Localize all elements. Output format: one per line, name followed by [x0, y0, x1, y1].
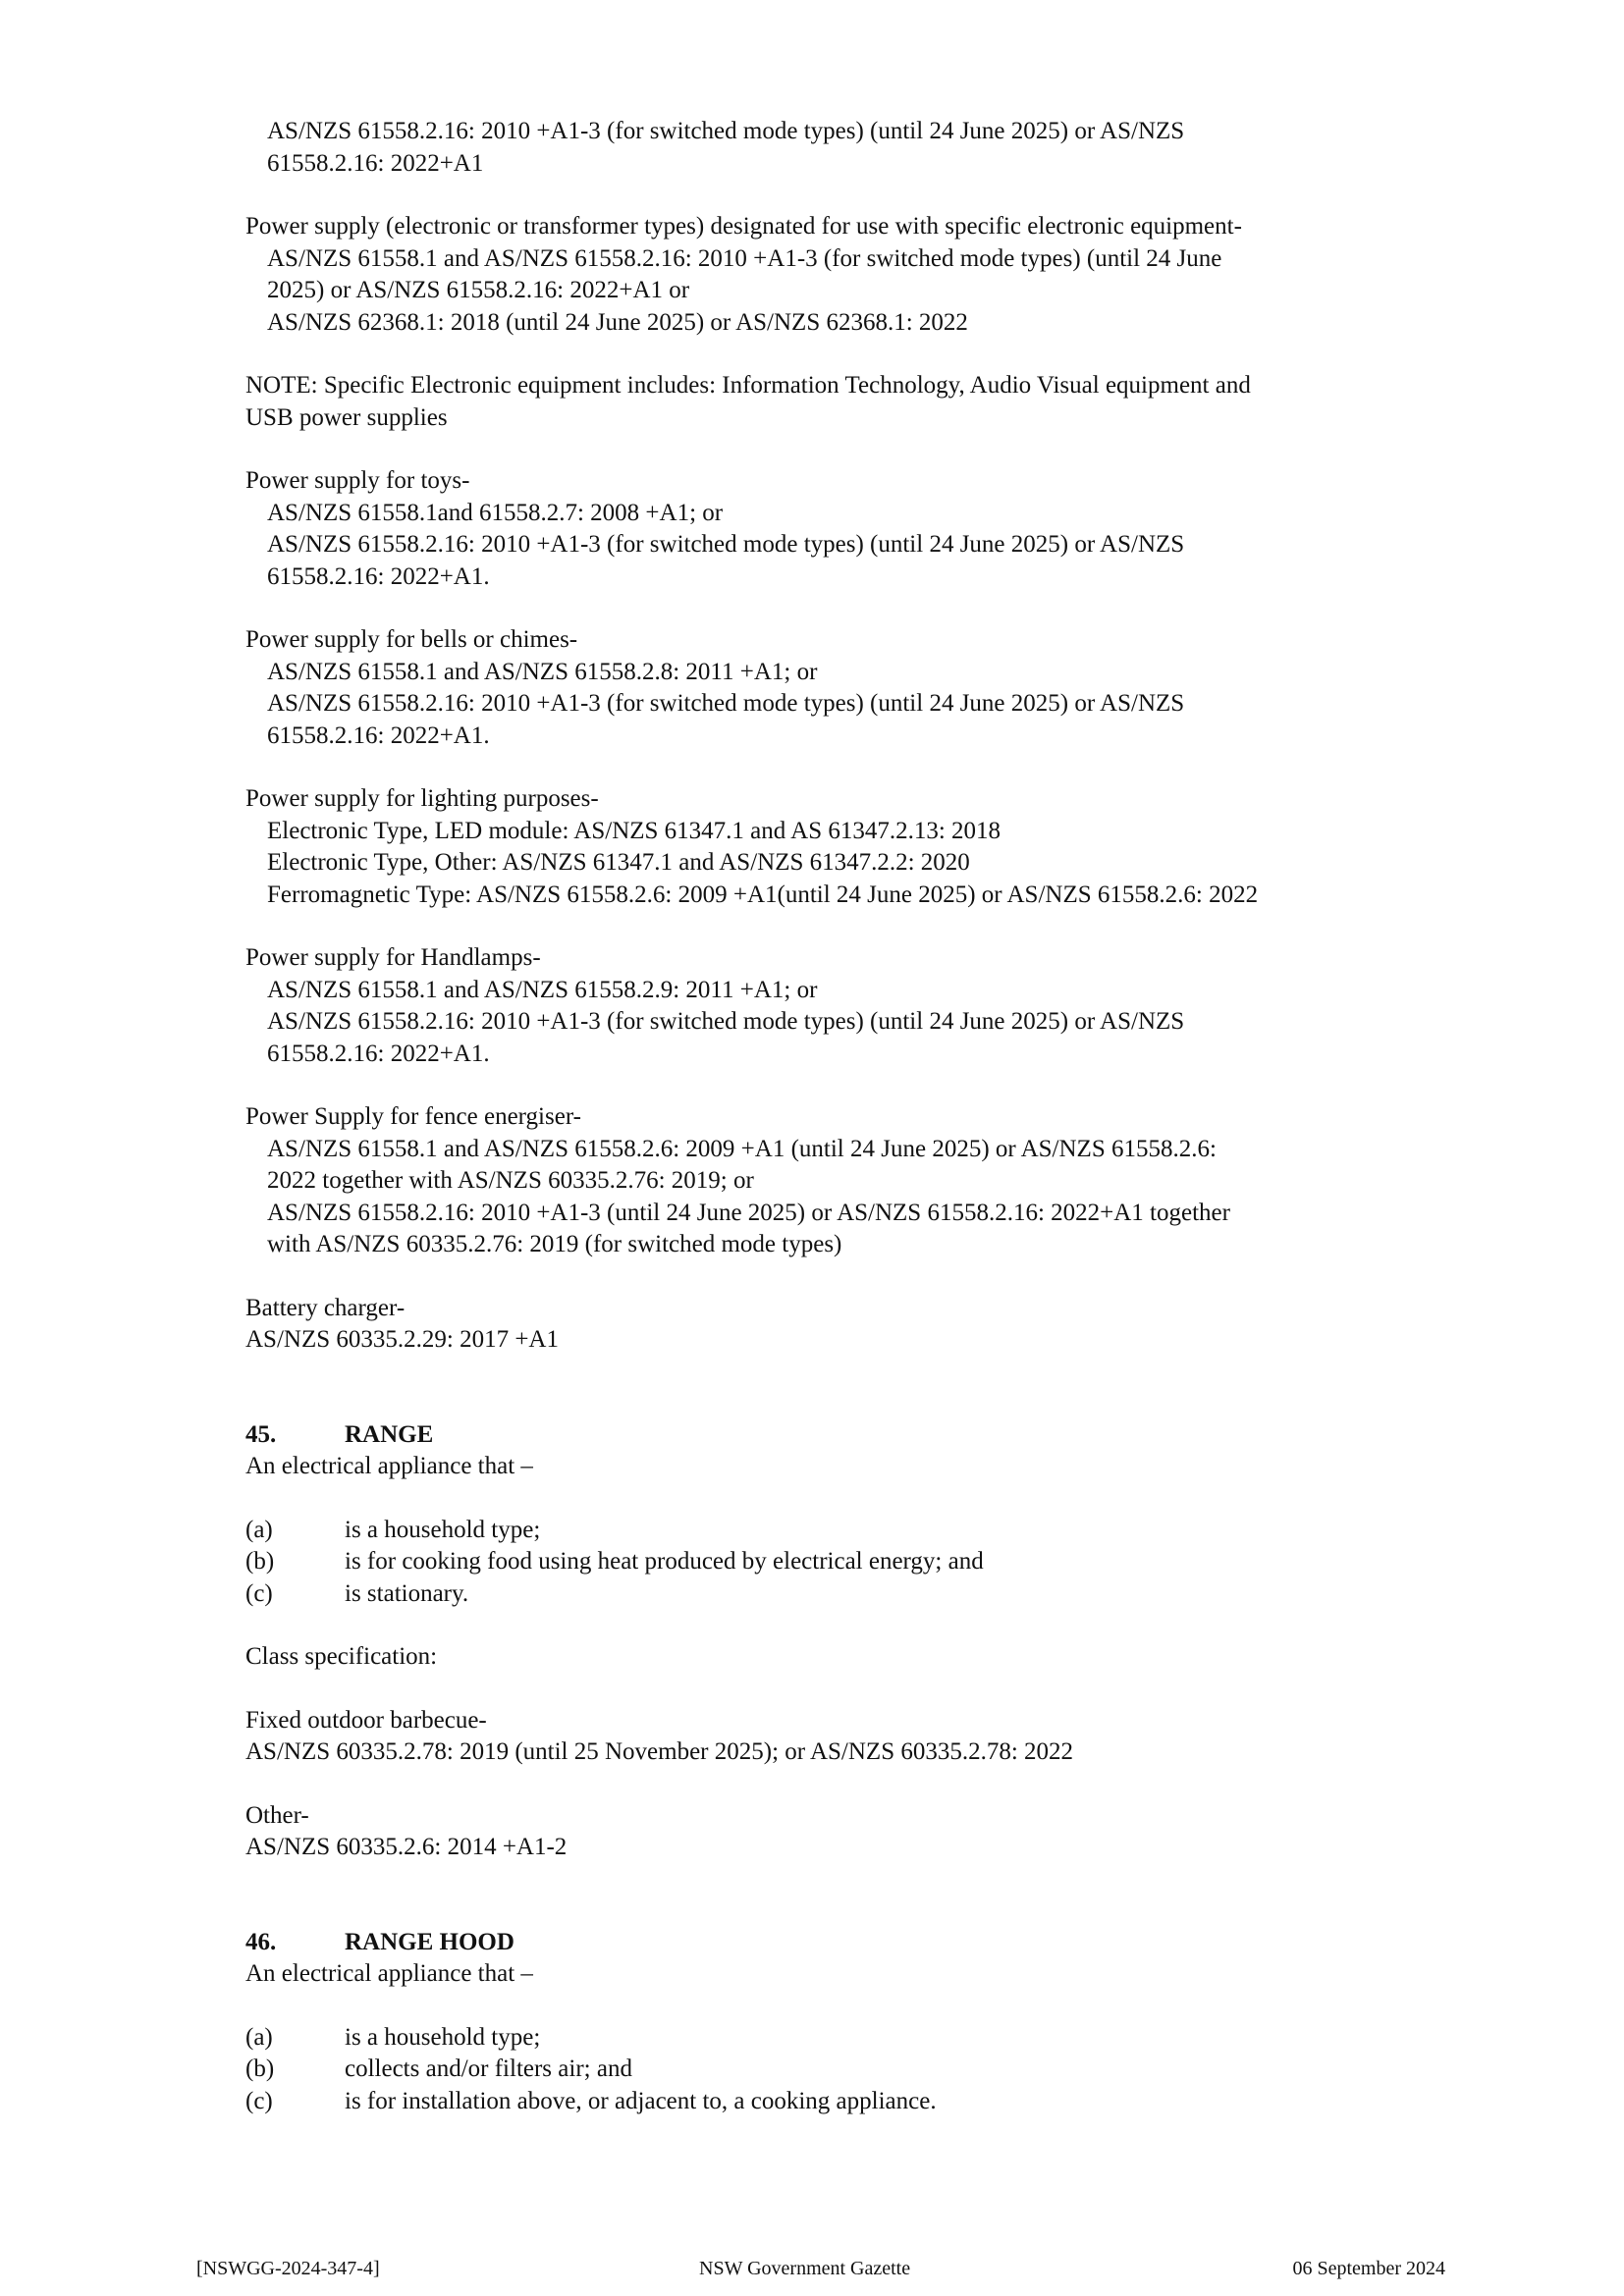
text-line: with AS/NZS 60335.2.76: 2019 (for switched mode types)	[267, 1231, 842, 1257]
footer-date: 06 September 2024	[1292, 2258, 1445, 2279]
section-title: RANGE	[345, 1420, 434, 1448]
text-line: AS/NZS 61558.1 and AS/NZS 61558.2.8: 2011 +A1; or	[267, 658, 818, 685]
text-line: 61558.2.16: 2022+A1.	[267, 562, 490, 590]
block-electronic-equipment	[245, 211, 1414, 339]
text-line: 2022 together with AS/NZS 60335.2.76: 2019; or	[267, 1167, 754, 1194]
text-line: AS/NZS 61558.1 and AS/NZS 61558.2.9: 2011 +A1; or	[267, 976, 818, 1003]
block-title: Power supply for bells or chimes-	[245, 626, 578, 653]
list-item-text: is for installation above, or adjacent to, a cooking appliance.	[345, 2087, 937, 2114]
text-line: 61558.2.16: 2022+A1.	[267, 721, 490, 749]
text-line: AS/NZS 60335.2.6: 2014 +A1-2	[245, 1834, 568, 1860]
section-intro: An electrical appliance that –	[245, 1960, 533, 1987]
block-title: Power supply for Handlamps-	[245, 944, 541, 971]
list-item-text: is a household type;	[345, 2023, 541, 2051]
text-line: AS/NZS 61558.1and 61558.2.7: 2008 +A1; or	[267, 499, 724, 526]
list-item	[245, 1546, 1414, 1578]
text-line: AS/NZS 60335.2.29: 2017 +A1	[245, 1326, 559, 1353]
section-heading	[245, 1927, 1414, 1959]
block-lighting	[245, 783, 1414, 911]
section-intro: An electrical appliance that –	[245, 1453, 533, 1479]
text-line: AS/NZS 61558.2.16: 2010 +A1-3 (for switched mode types) (until 24 June 2025) or AS/NZS	[267, 531, 1185, 558]
note	[245, 370, 1414, 434]
block-bells	[245, 624, 1414, 752]
list-item	[245, 2022, 1414, 2055]
list-item-label: (c)	[245, 2087, 273, 2114]
list-item-label: (c)	[245, 1579, 273, 1607]
text-line: AS/NZS 61558.2.16: 2010 +A1-3 (until 24 June 2025) or AS/NZS 61558.2.16: 2022+A1 together	[267, 1199, 1230, 1226]
block-switched-mode-continuation	[245, 116, 1414, 180]
text-line: 61558.2.16: 2022+A1	[267, 149, 484, 177]
block-title: Other-	[245, 1801, 309, 1829]
section-46	[245, 1927, 1414, 2118]
block-title: Fixed outdoor barbecue-	[245, 1706, 487, 1734]
text-line: Electronic Type, Other: AS/NZS 61347.1 and AS/NZS 61347.2.2: 2020	[267, 849, 970, 876]
list-item-label: (b)	[245, 1548, 275, 1575]
class-specification-label: Class specification:	[245, 1643, 438, 1670]
block-fence-energiser	[245, 1101, 1414, 1261]
block-battery-charger	[245, 1293, 1414, 1357]
block-title: Power supply for lighting purposes-	[245, 785, 599, 812]
footer-reference: [NSWGG-2024-347-4]	[196, 2258, 380, 2279]
text-line: Ferromagnetic Type: AS/NZS 61558.2.6: 2009 +A1(until 24 June 2025) or AS/NZS 61558.2.6: 2022	[267, 881, 1259, 908]
block-title: Power supply for toys-	[245, 467, 470, 494]
block-title: Battery charger-	[245, 1294, 406, 1321]
list-item-text: is for cooking food using heat produced by electrical energy; and	[345, 1548, 984, 1575]
text-line: AS/NZS 62368.1: 2018 (until 24 June 2025) or AS/NZS 62368.1: 2022	[267, 308, 968, 336]
list-item-text: is stationary.	[345, 1579, 469, 1607]
section-45	[245, 1419, 1414, 1864]
list-item	[245, 2086, 1414, 2118]
list-item	[245, 1515, 1414, 1547]
list-item-text: collects and/or filters air; and	[345, 2056, 632, 2082]
text-line: USB power supplies	[245, 403, 448, 431]
footer-publication: NSW Government Gazette	[699, 2258, 911, 2279]
block-title: Power supply (electronic or transformer types) designated for use with specific electronic equipment-	[245, 213, 1242, 240]
text-line: AS/NZS 61558.1 and AS/NZS 61558.2.16: 2010 +A1-3 (for switched mode types) (until 24 June	[267, 244, 1222, 272]
section-title: RANGE HOOD	[345, 1928, 514, 1955]
list-item-label: (b)	[245, 2056, 275, 2082]
list-item-text: is a household type;	[345, 1516, 541, 1543]
list-item	[245, 2054, 1414, 2086]
block-toys	[245, 465, 1414, 593]
section-heading	[245, 1419, 1414, 1452]
text-line: AS/NZS 60335.2.78: 2019 (until 25 November 2025); or AS/NZS 60335.2.78: 2022	[245, 1738, 1074, 1765]
text-line: AS/NZS 61558.1 and AS/NZS 61558.2.6: 2009 +A1 (until 24 June 2025) or AS/NZS 61558.2.6:	[267, 1135, 1217, 1162]
block-handlamps	[245, 942, 1414, 1070]
text-line: 2025) or AS/NZS 61558.2.16: 2022+A1 or	[267, 277, 690, 303]
text-line: AS/NZS 61558.2.16: 2010 +A1-3 (for switched mode types) (until 24 June 2025) or AS/NZS	[267, 1008, 1185, 1035]
text-line: AS/NZS 61558.2.16: 2010 +A1-3 (for switched mode types) (until 24 June 2025) or AS/NZS	[267, 690, 1185, 717]
section-number: 46.	[245, 1928, 277, 1955]
document-body	[245, 116, 1414, 2117]
list-item-label: (a)	[245, 1516, 273, 1543]
text-line: NOTE: Specific Electronic equipment includes: Information Technology, Audio Visual equipment and	[245, 372, 1251, 399]
text-line: AS/NZS 61558.2.16: 2010 +A1-3 (for switched mode types) (until 24 June 2025) or AS/NZS	[267, 118, 1185, 144]
list-item-label: (a)	[245, 2023, 273, 2051]
list-item	[245, 1578, 1414, 1611]
block-title: Power Supply for fence energiser-	[245, 1103, 581, 1130]
text-line: 61558.2.16: 2022+A1.	[267, 1040, 490, 1067]
page-footer	[0, 2254, 1624, 2283]
section-number: 45.	[245, 1420, 277, 1448]
text-line: Electronic Type, LED module: AS/NZS 61347.1 and AS 61347.2.13: 2018	[267, 817, 1001, 844]
